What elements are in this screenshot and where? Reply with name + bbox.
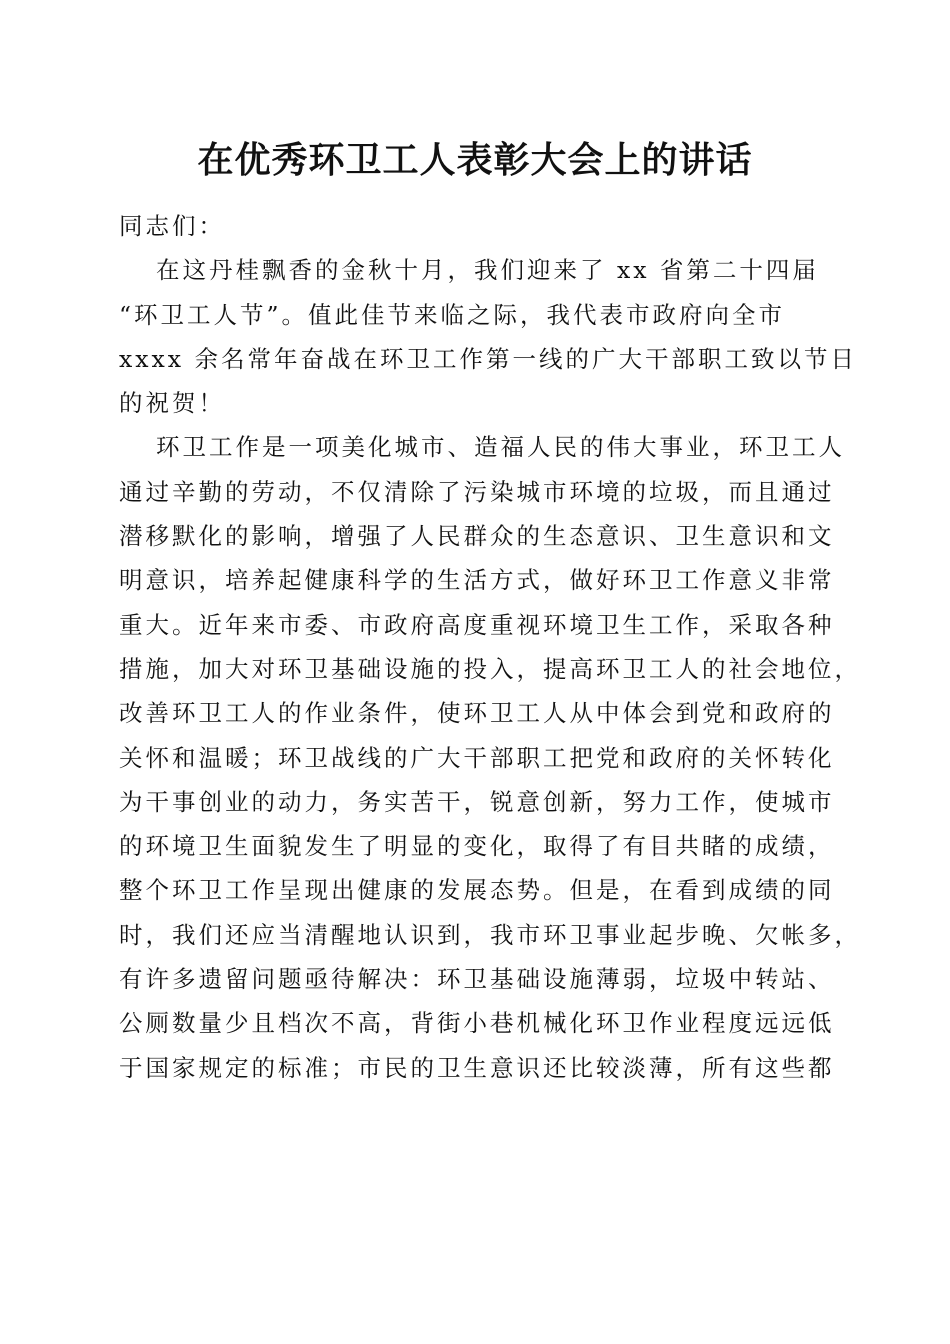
paragraph-2-line-5: 重大。近年来市委、市政府高度重视环境卫生工作，采取各种 bbox=[119, 610, 835, 639]
paragraph-2-line-13: 有许多遗留问题亟待解决：环卫基础设施薄弱，垃圾中转站、 bbox=[119, 965, 835, 994]
paragraph-2-line-6: 措施，加大对环卫基础设施的投入，提高环卫工人的社会地位， bbox=[119, 654, 861, 683]
paragraph-2-line-11: 整个环卫工作呈现出健康的发展态势。但是，在看到成绩的同 bbox=[119, 876, 835, 905]
paragraph-2-line-10: 的环境卫生面貌发生了明显的变化，取得了有目共睹的成绩， bbox=[119, 832, 835, 861]
paragraph-2-line-9: 为干事创业的动力，务实苦干，锐意创新，努力工作，使城市 bbox=[119, 787, 835, 816]
paragraph-1-line-2: “环卫工人节”。值此佳节来临之际，我代表市政府向全市 bbox=[119, 300, 786, 329]
paragraph-1-line-1: 在这丹桂飘香的金秋十月，我们迎来了 xx 省第二十四届 bbox=[119, 256, 819, 285]
paragraph-2-line-2: 通过辛勤的劳动，不仅清除了污染城市环境的垃圾，而且通过 bbox=[119, 477, 835, 506]
paragraph-2-line-3: 潜移默化的影响，增强了人民群众的生态意识、卫生意识和文 bbox=[119, 522, 835, 551]
paragraph-1-line-3: xxxx 余名常年奋战在环卫工作第一线的广大干部职工致以节日 bbox=[119, 344, 857, 373]
paragraph-2-line-4: 明意识，培养起健康科学的生活方式，做好环卫工作意义非常 bbox=[119, 566, 835, 595]
paragraph-2-line-12: 时，我们还应当清醒地认识到，我市环卫事业起步晚、欠帐多， bbox=[119, 920, 861, 949]
paragraph-2-line-14: 公厕数量少且档次不高，背街小巷机械化环卫作业程度远远低 bbox=[119, 1009, 835, 1038]
paragraph-2-line-15: 于国家规定的标准；市民的卫生意识还比较淡薄，所有这些都 bbox=[119, 1053, 835, 1082]
page-title: 在优秀环卫工人表彰大会上的讲话 bbox=[197, 139, 753, 181]
paragraph-2-line-7: 改善环卫工人的作业条件，使环卫工人从中体会到党和政府的 bbox=[119, 699, 835, 728]
salutation-line: 同志们： bbox=[119, 212, 225, 240]
paragraph-2-line-1: 环卫工作是一项美化城市、造福人民的伟大事业，环卫工人 bbox=[119, 433, 845, 462]
paragraph-1-line-4: 的祝贺！ bbox=[119, 389, 225, 418]
document-body bbox=[119, 204, 861, 1090]
paragraph-2-line-8: 关怀和温暖；环卫战线的广大干部职工把党和政府的关怀转化 bbox=[119, 743, 835, 772]
